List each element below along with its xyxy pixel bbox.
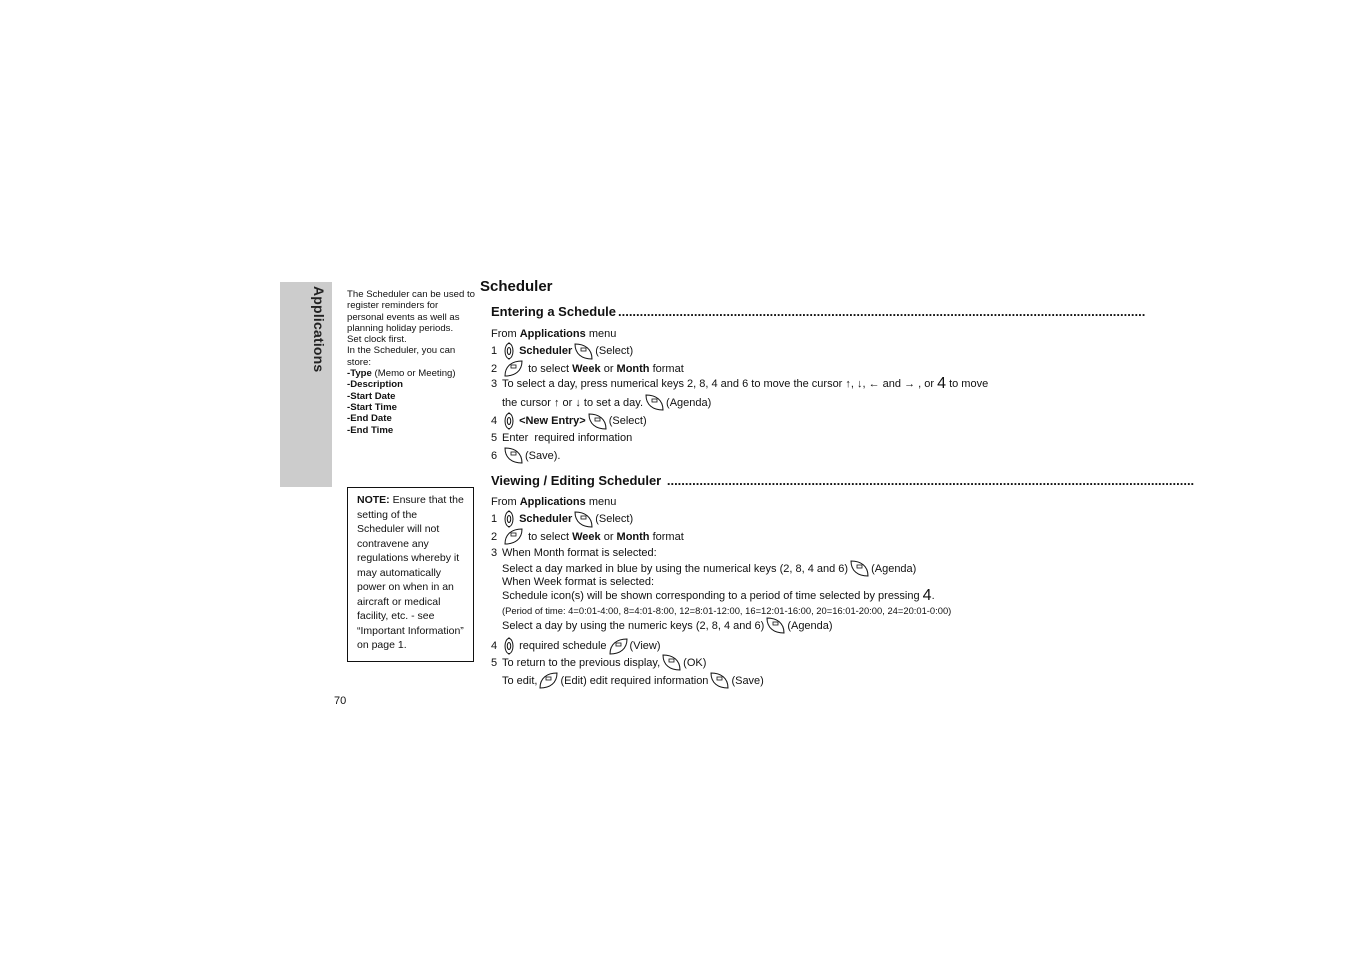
heading-leader-dots: .................................................................................................................................................. [663,473,1195,488]
right-soft-key-icon [766,617,785,634]
right-soft-key-icon [588,413,607,430]
text: From [491,496,517,508]
period-of-time-note [502,604,951,618]
step-number: 1 [491,345,498,357]
step-number: 4 [491,415,498,427]
step-text: the cursor ↑ or ↓ to set a day. [502,396,644,409]
step-text: (OK) [683,656,707,669]
sidebar-line: planning holiday periods. [347,322,454,334]
sidebar-field [347,402,475,413]
right-soft-key-icon [574,343,593,360]
step-2 [491,528,684,545]
step-4 [491,412,647,430]
sidebar-line: The Scheduler can be used to [347,289,476,300]
note-text: Ensure that the setting of the Scheduler will not contravene any regulations whereby it may automatically power on when in an aircraft or medical facility, etc. - see “Important Information” on page 1. [357,494,464,651]
step-3-continued [502,589,935,603]
step-3-continued [502,575,654,589]
sidebar-field [347,368,475,379]
step-3 [491,546,657,560]
menu-name: Applications [519,328,586,340]
option-week: Week [572,530,601,543]
text: menu [588,496,617,508]
field-name: -Type [347,368,372,380]
field-name: -Start Time [347,401,397,413]
text: menu [588,328,617,340]
menu-name: Scheduler [519,513,573,525]
left-soft-key-icon [504,528,523,545]
right-soft-key-icon [662,654,681,671]
step-text: Select a day by using the numeric keys (2, 8, 4 and 6) [502,619,765,632]
step-text: to select [528,362,570,375]
step-text: required schedule [519,640,607,652]
menu-name: <New Entry> [519,415,586,427]
left-soft-key-icon [539,672,558,689]
step-text: (View) [629,640,661,652]
step-text: format [649,362,684,375]
step-text: to move [946,378,989,390]
right-soft-key-icon [645,394,664,411]
step-number: 2 [491,530,498,543]
field-name: -Description [347,379,403,391]
step-number: 1 [491,513,498,525]
sidebar-description [347,289,475,436]
sidebar-line: store: [347,356,371,368]
page-number: 70 [334,695,347,707]
step-number: 4 [491,640,498,652]
step-5 [491,431,632,445]
option-month: Month [616,530,650,543]
step-text: (Save). [525,449,561,462]
step-1 [491,342,633,360]
step-text: or [600,530,617,543]
right-soft-key-icon [710,672,729,689]
text: From [491,328,517,340]
step-text: To return to the previous display, [502,656,661,669]
sidebar-line: personal events as well as [347,311,460,323]
step-number: 5 [491,656,498,669]
field-name: -Start Date [347,390,396,402]
step-5-continued [502,672,764,689]
step-text: (Select) [595,345,634,357]
left-soft-key-icon [609,638,628,655]
navigation-key-icon [504,412,514,430]
from-menu-line [491,495,616,509]
from-menu-line [491,327,616,341]
step-text: To select a day, press numerical keys 2, 8, 4 and 6 to move the cursor ↑, ↓, ← and → , or [502,378,938,390]
navigation-key-icon [504,342,514,360]
step-3-continued [502,617,833,634]
option-month: Month [616,362,650,375]
step-text: (Select) [608,415,647,427]
step-text: (Agenda) [787,619,833,632]
step-text: Select a day marked in blue by using the numerical keys (2, 8, 4 and 6) [502,562,849,575]
step-text: (Agenda) [871,562,917,575]
step-text: . [931,590,935,602]
field-detail: (Memo or Meeting) [371,368,456,380]
field-name: -End Time [347,424,394,436]
step-text: (Period of time: 4=0:01-4:00, 8=4:01-8:00, 12=8:01-12:00, 16=12:01-16:00, 20=16:01-20:00, 24=20:01-0:00) [502,605,952,616]
right-soft-key-icon [850,560,869,577]
step-text: When Month format is selected: [502,547,657,559]
note-box [347,487,474,662]
step-5 [491,654,706,671]
page-title: Scheduler [480,278,553,295]
menu-name: Scheduler [519,345,573,357]
section-heading-entering [491,304,1146,319]
step-number: 6 [491,449,498,462]
step-text: to select [528,530,570,543]
right-soft-key-icon [504,447,523,464]
step-3-continued [502,394,711,411]
step-text: When Week format is selected: [502,576,655,588]
key-4: 4 [937,375,947,392]
option-week: Week [572,362,601,375]
key-4: 4 [922,587,932,604]
step-text: Enter required information [502,432,633,444]
step-number: 3 [491,378,498,390]
section-heading-text: Entering a Schedule [491,304,616,319]
sidebar-field [347,413,475,424]
heading-leader-dots: .................................................................................................................................................. [617,304,1146,319]
step-4 [491,637,661,655]
step-text: or [600,362,617,375]
step-text: (Agenda) [666,396,712,409]
note-label: NOTE: [357,494,390,506]
sidebar-line: register reminders for [347,300,439,312]
step-number: 5 [491,432,498,444]
step-text: (Select) [595,513,634,525]
section-tab-label: Applications [311,286,327,373]
step-text: (Edit) edit required information [560,674,709,687]
sidebar-field [347,379,475,390]
navigation-key-icon [504,510,514,528]
right-soft-key-icon [574,511,593,528]
step-text: (Save) [731,674,764,687]
sidebar-field [347,425,475,436]
menu-name: Applications [519,496,586,508]
step-1 [491,510,633,528]
step-text: Schedule icon(s) will be shown corresponding to a period of time selected by pressing [502,590,923,602]
left-soft-key-icon [504,360,523,377]
step-6 [491,447,560,464]
section-heading-text: Viewing / Editing Scheduler [491,473,662,488]
step-text: format [649,530,684,543]
sidebar-line: In the Scheduler, you can [347,345,456,357]
step-text: To edit, [502,674,538,687]
step-3 [491,377,988,391]
step-2 [491,360,684,377]
sidebar-field [347,391,475,402]
field-name: -End Date [347,413,392,425]
sidebar-line: Set clock first. [347,334,407,346]
section-heading-viewing [491,473,1195,488]
step-number: 3 [491,547,498,559]
step-number: 2 [491,362,498,375]
navigation-key-icon [504,637,514,655]
